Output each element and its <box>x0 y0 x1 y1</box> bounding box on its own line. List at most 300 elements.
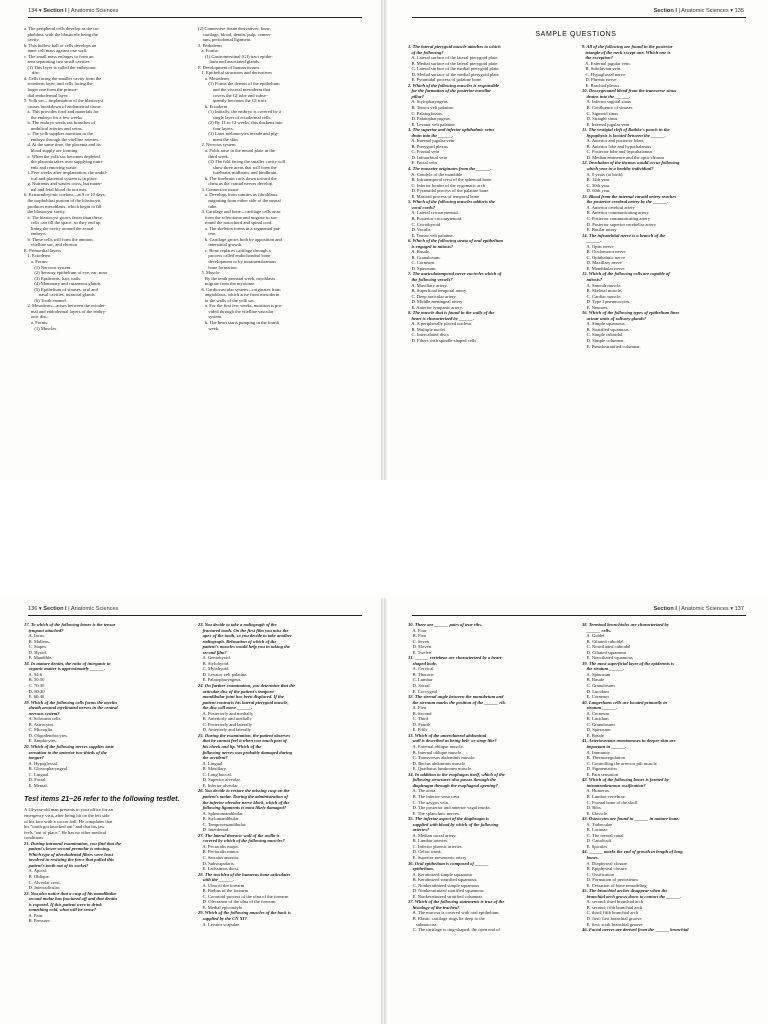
text-line: A. Spinosum <box>582 671 611 677</box>
text-line: vocal cords? <box>408 204 436 210</box>
question-block <box>24 622 182 788</box>
text-line: the exception? <box>582 55 613 61</box>
text-line: feels "out of place." He has no other medical <box>24 829 107 835</box>
header-rule <box>412 615 746 616</box>
text-line: cells can fill the space, so they end up <box>24 220 101 226</box>
text-line: D. Nonkeratinized stratified squamous <box>408 888 484 894</box>
text-line: 3. The superior and inferior ophthalmic veins <box>408 127 495 133</box>
text-line: D. Ribs. <box>582 805 602 811</box>
text-line: D. Levator veli palatine. <box>198 671 248 677</box>
text-line: C. The azygos vein. <box>408 799 450 805</box>
text-line: A. Keratinized simple squamous <box>408 871 473 877</box>
text-line: A. Posteriorly and medially <box>198 710 254 716</box>
text-line: D. Posterior superior cerebellar artery <box>582 221 657 227</box>
text-line: E. Mandibular nerve <box>582 265 625 271</box>
text-line: c. The small mass enlarges to form an <box>24 53 94 59</box>
page-gutter <box>384 0 387 480</box>
text-line: produces mesoblasts, which begin to fill <box>24 203 102 209</box>
text-line: histology of the trachea? <box>408 904 460 910</box>
text-line: following ligaments is most likely damaged? <box>198 805 287 811</box>
text-line: nasal cavities, intraoral glands. <box>24 292 96 298</box>
text-line: 4. Cartilage and bone—cartilage cells arise <box>198 209 281 215</box>
text-line: 45. The branchial arches disappear when the <box>582 888 668 894</box>
text-line: bones. <box>582 854 599 860</box>
text-line: E. Quadratus lumborum muscle. <box>408 766 473 772</box>
text-line: D. Spinosum <box>582 727 611 733</box>
text-line: round the notochord and spinal cord. <box>198 220 273 226</box>
text-line: week. <box>198 325 220 331</box>
page-header <box>654 8 744 14</box>
text-line: b. These cells will form the amnion, <box>24 236 94 242</box>
text-line: 6. Cardiovascular system—originates from <box>198 286 281 292</box>
text-line: 14. The infraorbital nerve is a branch of the <box>582 232 666 238</box>
text-line: E. Corneum <box>582 694 609 700</box>
text-line: A. Anterior and posterior lobes <box>582 138 644 144</box>
text-line: C. Third <box>408 716 429 722</box>
text-line: A. Trabeculae <box>582 821 613 827</box>
text-line: disc. <box>24 70 41 76</box>
text-line: the trophoblast portion of the blastocyst <box>24 197 101 203</box>
text-line: D. Palatopharyngeus. <box>408 116 451 122</box>
text-line: the posterior cerebral artery by the ______. <box>582 199 669 205</box>
text-line: onic disc. <box>24 314 49 320</box>
text-line: the stratum ______. <box>582 666 625 672</box>
text-line: submucosa. <box>408 921 438 927</box>
text-line: C. Posterior lobe and hypothalamus <box>582 149 653 155</box>
section-subtitle: Anatomic Sciences <box>681 8 729 14</box>
text-line: mandibular joint has been displaced. If the <box>198 694 284 700</box>
text-line: 29. Which of the following muscles of the back is <box>198 910 291 916</box>
text-line: for the formation of the posterior tonsillar <box>408 88 492 94</box>
text-line: D. Middle meningeal artery. <box>408 299 464 305</box>
text-line: B. Pterygoid plexus <box>408 143 448 149</box>
text-column-left <box>24 26 182 331</box>
triangle-icon: ▾ <box>730 606 735 612</box>
text-line: B. Multiple nuclei <box>408 326 446 332</box>
page-number: 134 <box>28 8 38 14</box>
section-label: Section I <box>43 606 67 612</box>
text-line: lining the cavity around the actual <box>24 225 94 231</box>
section-label: Section I <box>653 606 677 612</box>
text-line: hypophysis is located between the ______. <box>582 132 666 138</box>
page-gutter <box>384 598 387 1024</box>
text-line: B. Second <box>408 710 432 716</box>
text-line: E. Twelve <box>408 649 432 655</box>
text-line: D. Type I pneumocytes. <box>582 299 631 305</box>
text-line: migrate from the myotome. <box>198 281 256 287</box>
text-line: 32. The sternal angle between the manubrium and <box>408 694 504 700</box>
text-line: D. Straight sinus <box>582 116 618 122</box>
text-line: D. Pigmentation <box>582 766 617 772</box>
text-line: A. Lateral surface of the lateral pterygoid plate. <box>408 55 499 61</box>
text-line: C. Granulosum <box>582 683 615 689</box>
text-line: angioblasts, which arise from mesoderm <box>198 292 280 298</box>
text-line: epithelium. <box>408 866 434 872</box>
text-line: nervous system? <box>24 710 60 716</box>
text-line: 35. The inferior aspect of the diaphragm is <box>408 816 489 822</box>
text-line: E. Inferior alveolar. <box>198 782 239 788</box>
text-line: 21. During intraoral examination, you find that the <box>24 840 122 846</box>
text-line: (1) Initially, the embryo is covered by a <box>198 109 282 115</box>
text-line: 39. The most superficial layer of the epidermis is <box>582 660 674 666</box>
text-line: C. 70:30 <box>24 683 45 689</box>
text-line: A. Cervical <box>408 666 434 672</box>
text-line: dial endodermal layer. <box>24 92 69 98</box>
text-line: C. Hypoglossal nerve. <box>582 71 627 77</box>
question-column-left <box>408 622 566 933</box>
text-line: A. The mucosa is covered with oral epithelium. <box>408 910 500 916</box>
text-line: A. Lingual. <box>198 760 224 766</box>
text-line: third week. <box>198 153 230 159</box>
text-line: D. Fibers with spindle-shaped cells <box>408 337 477 343</box>
text-line: B. Pectoralis minor. <box>198 849 240 855</box>
text-line: C. Controlling the arrector pili muscle <box>582 760 657 766</box>
text-line: A. Pain. <box>24 912 44 918</box>
text-line: (3) Later melanocytes invade and pig- <box>198 131 279 137</box>
text-line: the following vessels? <box>408 276 453 282</box>
text-line: c. The yolk supplies nutrition to the <box>24 131 93 137</box>
text-line: the inferior alveolar nerve block, which of the <box>198 799 290 805</box>
text-line: diaphragm through the esophageal opening? <box>408 782 498 788</box>
section-label: Section I <box>43 8 67 14</box>
text-line: E. Tensor veli palatine. <box>408 232 454 238</box>
text-line: d. Cells facing the smaller cavity form the <box>24 75 102 81</box>
text-line: D. Canaliculi <box>582 838 612 844</box>
text-line: organic matter is approximately ______. <box>24 666 106 672</box>
text-line: B. Anterior communicating artery <box>582 210 649 216</box>
text-line: D. Pyramidal process of the palatine bone <box>408 188 489 194</box>
page-135-top <box>384 0 768 480</box>
text-line: B. 12th year. <box>582 177 611 183</box>
text-line: 42. Which of the following bones is formed by <box>582 777 669 783</box>
text-line: E. Neurons. <box>582 304 609 310</box>
text-line: C. Inferior phrenic arteries. <box>408 843 463 849</box>
text-line: A. Immunity <box>582 749 611 755</box>
text-line: 18. In mature dentin, the ratio of inorganic to <box>24 660 111 666</box>
triangle-icon: ▾ <box>730 8 735 14</box>
text-line: forebrain, midbrain, and hindbrain. <box>198 170 278 176</box>
text-line: A. The aorta. <box>408 788 437 794</box>
text-line: B. Oblique. <box>24 873 50 879</box>
text-line: C. Nonciliated cuboidal <box>582 644 631 650</box>
text-line: D. 80:20 <box>24 688 45 694</box>
text-line: C. third; fifth branchial arch <box>582 910 639 916</box>
text-line: A. External jugular vein. <box>582 60 631 66</box>
text-line: four layers. <box>198 125 234 131</box>
text-line: 30. There are ______ pairs of true ribs. <box>408 622 483 627</box>
section-subtitle: Anatomic Sciences <box>681 606 729 612</box>
text-line: A. Maxillary artery. <box>408 282 448 288</box>
text-line: B. Infratemporal crest of the sphenoid bone <box>408 177 492 183</box>
text-line: A. Corneum <box>582 710 610 716</box>
section-subtitle: Anatomic Sciences <box>70 8 119 14</box>
text-line: E. Fifth <box>408 727 427 733</box>
text-line: 44. ______ marks the end of growth in length of long <box>582 849 683 855</box>
text-line: (2) Sensory epithelium of eye, ear, nose. <box>24 270 109 276</box>
text-line: following structures also passes through the <box>408 777 496 783</box>
text-line: 5. Which of the following muscles adducts the <box>408 199 495 205</box>
page-137-bottom <box>384 598 768 1024</box>
text-line: a. Forms: <box>198 48 219 54</box>
text-line: covers the GI tube and subse- <box>198 92 268 98</box>
text-line: a. Mesoderm <box>198 75 229 81</box>
divider-icon: | <box>68 8 71 14</box>
text-line: D. Interdental. <box>198 827 230 833</box>
text-line: B. Internal oblique muscle. <box>408 749 463 755</box>
text-line: C. Nonkeratinized simple squamous <box>408 882 480 888</box>
text-line: the sternum marks the position of the ______ rib. <box>408 699 506 705</box>
text-line: 12. Involution of the thymus would occur following <box>582 160 680 166</box>
text-line: 40. Langerhans cells are located primarily in <box>582 699 668 705</box>
text-line: patient's lower second premolar is missing. <box>24 846 111 852</box>
text-line: A. Diaphyseal closure <box>582 860 628 866</box>
text-line: of his face with a soccer ball. He complains that <box>24 818 113 824</box>
text-line: D. Oligodendrocytes. <box>24 732 69 738</box>
text-line: E. Pain sensation <box>582 771 619 777</box>
text-line: 13. Blood from the internal carotid artery reaches <box>582 193 677 199</box>
text-line: C. Seven <box>408 638 430 644</box>
text-line: B. Elastic cartilage rings lie deep to the <box>408 915 485 921</box>
text-line: E. Mandible. <box>24 655 53 661</box>
text-line: e. When the yolk sac becomes depleted, <box>24 153 101 159</box>
text-line: sensation to the anterior two-thirds of the <box>24 749 107 755</box>
divider-icon: | <box>678 606 682 612</box>
page-header <box>28 8 118 14</box>
text-line: (5) Epithelium of sinuses, oral and <box>24 286 98 292</box>
text-line: 27. The lateral thoracic wall of the axilla is <box>198 832 280 838</box>
text-line: C. Deep auricular artery. <box>408 293 457 299</box>
text-line: emergency visit, after being hit on the left side <box>24 812 110 818</box>
text-line: 2. Nervous system <box>198 142 236 148</box>
text-line: tum, periodontal ligament. <box>198 37 252 43</box>
text-line: E. Coccygeal <box>408 688 438 694</box>
page-number: 135 <box>734 8 744 14</box>
text-line: B. second; fifth branchial arch <box>582 904 643 910</box>
page-134-top <box>0 0 384 480</box>
text-line: mitosis? <box>582 276 603 282</box>
text-line: C. The cartilage is ring-shaped; the open end of <box>408 927 500 933</box>
text-line: E. Mental. <box>24 782 48 788</box>
testlet-block <box>24 807 182 923</box>
text-line: 1. The lateral pterygoid muscle attaches to which <box>408 44 501 49</box>
text-line: E. Cessation of bone remodeling <box>582 882 647 888</box>
text-line: A. Inferior sagittal sinus <box>582 99 631 105</box>
text-line: apex of the tooth, so you decide to take another <box>198 633 292 639</box>
question-column-right <box>582 622 740 933</box>
text-line: C. Lingual. <box>24 771 50 777</box>
text-line: nal and fetal blood do not mix. <box>24 186 88 192</box>
text-line: 22. You also notice that a cusp of his mandibular <box>24 890 117 896</box>
text-line: which year in a healthy individual? <box>582 166 654 172</box>
text-line: drains into the ______. <box>582 93 631 99</box>
text-line: C. Simple cuboidal. <box>582 332 624 338</box>
page-number: 136 <box>28 606 38 612</box>
text-line: b. The embryo sends out branches of <box>24 120 96 126</box>
text-line: C. Ophthalmic nerve <box>582 254 625 260</box>
text-line: in the walls of the yolk sac. <box>198 297 256 303</box>
text-line: B. Glossopharyngeal. <box>24 766 69 772</box>
text-line: B. Pressure. <box>24 918 51 924</box>
text-line: branchial arch grows down to contact the ______. <box>582 893 682 899</box>
text-line: E. Basilar artery <box>582 227 617 233</box>
text-line: the disc will move ______. <box>198 705 253 711</box>
text-line: area separating two small cavities. <box>24 59 91 65</box>
text-line: 5. Yolk sac—implantation of the blastocyst <box>24 98 104 104</box>
text-line: E. Internal jugular vein <box>582 121 630 127</box>
text-line: causes breakdown of endometrial tissue. <box>24 103 102 109</box>
text-line: B. The inferior vena cava. <box>408 793 461 799</box>
text-line: C. Palatoglossus. <box>408 110 443 116</box>
text-line: 3. Endoderm <box>198 42 222 48</box>
text-line: ectoderm layer, and cells facing the <box>24 81 93 87</box>
text-line: drain into the ______. <box>408 132 454 138</box>
text-line: C. Microglia. <box>24 727 54 733</box>
text-line: A. Schwann cells. <box>24 716 62 722</box>
question-column-right <box>198 622 356 927</box>
text-line: By the tenth prenatal week, myoblasts <box>198 275 276 281</box>
text-line: C. Temporomandibular. <box>198 821 247 827</box>
text-line: B. Lumbar arteries. <box>408 838 449 844</box>
text-line: umbilical arteries and veins. <box>24 125 83 131</box>
text-line: ______ cells. <box>582 627 612 633</box>
text-line: wall is described as being belt- or strap-like? <box>408 738 497 744</box>
text-line: D. Anteriorly and laterally <box>198 727 252 733</box>
text-line: D. Infraorbital vein <box>408 154 448 160</box>
text-line: 4. The masseter originates from the ______. <box>408 166 492 172</box>
text-line: patient's muscles would help you in taking the <box>198 644 291 650</box>
text-line: bone formation. <box>198 264 238 270</box>
text-line: C. Cardiac muscle. <box>582 293 622 299</box>
section-subtitle: Anatomic Sciences <box>70 606 119 612</box>
text-line: B. Medial surface of the lateral pterygoid plate. <box>408 60 499 66</box>
text-column-right <box>198 26 356 331</box>
text-line: D. Hyoid. <box>24 649 47 655</box>
text-line: B. Superficial temporal artery. <box>408 288 468 294</box>
text-line: g. Nutrients and wastes cross, but mater- <box>24 181 103 187</box>
text-line: B. Basale <box>582 677 605 683</box>
text-line: lium and associated glands. <box>198 59 261 65</box>
text-line: B. Stratified squamous. <box>582 326 630 332</box>
text-line: B. Anterior lobe and hypothalamus <box>582 143 652 149</box>
text-line: heart is characterized by ______. <box>408 315 474 321</box>
question-column-left <box>24 622 182 924</box>
text-line: 20. Which of the following nerves supplies taste <box>24 744 115 750</box>
text-line: 5. Muscle <box>198 270 220 276</box>
text-line: 24. On further examination, you determine that the <box>198 683 296 689</box>
text-line: with the ______. <box>198 877 234 883</box>
text-line: 19. Which of the following cells forms the myelin <box>24 699 117 705</box>
text-line: cartilage, blood, dentin, pulp, cemen- <box>198 31 272 37</box>
text-line: A. A peripherally placed nucleus <box>408 321 472 327</box>
text-line: 10. Deoxygenated blood from the transverse sinus <box>582 88 677 94</box>
text-line: b. Cartilage grows both by apposition and <box>198 236 282 242</box>
text-line: D. Lucidum <box>582 688 609 694</box>
text-line: fractured tooth. On the first film you miss the <box>198 627 289 633</box>
text-line: E. Spicules <box>582 843 608 849</box>
text-line: shaped body. <box>408 660 437 666</box>
header-rule <box>28 17 362 18</box>
page-header <box>28 606 118 612</box>
text-line: radiograph. Relaxation of which of the <box>198 638 277 644</box>
text-line: A. Optic nerve <box>582 243 614 249</box>
text-line: patient's tooth out of its socket? <box>24 862 89 868</box>
text-line: show three areas that will form the <box>198 164 277 170</box>
text-line: B. Stylomandibular. <box>198 816 240 822</box>
text-line: B. Keratinized stratified squamous <box>408 877 477 883</box>
text-line: tern. <box>198 231 217 237</box>
text-line: (1) The fold facing the smaller cavity will <box>198 159 286 165</box>
question-column-right <box>582 44 740 349</box>
text-line: D. Fourth <box>408 721 431 727</box>
text-line: B. Confluence of sinuses <box>582 105 633 111</box>
text-line: f. Five weeks after implantation, the umbil- <box>24 170 108 176</box>
text-line: conditions. <box>24 835 45 841</box>
text-line: supplied with blood by which of the following <box>408 821 499 827</box>
text-line: articular disc of the patient's temporo- <box>198 688 276 694</box>
text-line: E. Facial vein <box>408 160 437 166</box>
text-line: E. Anterior tympanic artery. <box>408 304 463 310</box>
text-line: involved in resisting the force that pulled this <box>24 857 114 863</box>
text-line: a. The peripheral cells develop as the tro- <box>24 26 100 31</box>
header-rule <box>28 615 362 616</box>
text-line: patient's molar. During the administration of <box>198 793 288 799</box>
text-line: the accident? <box>198 755 228 761</box>
text-line: 33. Which of the anterolateral abdominal <box>408 732 487 738</box>
text-line: (1) Forms the dermis of the epithelium <box>198 81 280 87</box>
text-line: B. Maxillary. <box>198 766 227 772</box>
text-line: 9. All of the following are found in the posterior <box>582 44 673 49</box>
triangle-icon: ▾ <box>38 8 44 14</box>
text-line: sheath around myelinated nerves in the central <box>24 705 118 711</box>
text-line: E. Medial epicondyle <box>198 904 243 910</box>
text-line: d. At the same time, the placenta and its <box>24 142 101 148</box>
text-line: A. 0 years (at birth). <box>582 171 624 177</box>
text-line: A. Humerus. <box>582 788 610 794</box>
text-line: b. This hollow ball of cells develops an <box>24 42 97 48</box>
text-line: B. Stylohyoid. <box>198 660 230 666</box>
text-line: 1. Epithelial structures and derivatives <box>198 70 272 76</box>
text-line: embryo. <box>24 231 47 237</box>
text-line: B. Anteriorly and medially <box>198 716 252 722</box>
text-line: Which type of alveolodental fibers were least <box>24 851 113 857</box>
text-line: D. Ciliated squamous <box>582 649 627 655</box>
text-line: E. Basale <box>582 732 604 738</box>
text-line: D. Median eminence and the optic chiasm <box>582 154 665 160</box>
text-line: (1) Gastrointestinal (GI) tract epithe- <box>198 53 273 59</box>
text-line: C. Lateral surface of the medial pterygoid plate. <box>408 66 500 72</box>
text-line: F. Development of human tissues <box>198 64 260 70</box>
text-line: C. Long buccal. <box>198 771 232 777</box>
text-line: 3. Connective tissue <box>198 186 239 192</box>
text-line: B. Ciliated cuboidal <box>582 638 624 644</box>
text-line: from the sclerotome and migrate to sur- <box>198 214 278 220</box>
text-line: migrating from either side of the neural <box>198 197 281 203</box>
page-136-bottom <box>0 598 384 1024</box>
text-line: patient contracts his lateral pterygoid muscle, <box>198 699 289 705</box>
text-line: B. Radius of the forearm <box>198 888 249 894</box>
text-line: A 24-year-old man presents to your office for an <box>24 807 113 813</box>
text-line: 31. ______ vertebrae are characterized by a heart- <box>408 655 503 661</box>
text-line: B. Malleus. <box>24 638 50 644</box>
text-line: b. The heart starts pumping in the fourth <box>198 319 280 325</box>
text-line: important in ______. <box>582 744 627 750</box>
text-line: and the visceral mesoderm that <box>198 87 271 93</box>
sample-questions-title: SAMPLE QUESTIONS <box>535 31 617 38</box>
text-line: a. Develops from somites as fibroblasts <box>198 192 278 198</box>
text-line: arteries? <box>408 827 430 833</box>
text-line: (4) Mammary and cutaneous glands. <box>24 281 102 287</box>
text-line: C. Sigmoid sinus <box>582 110 619 116</box>
